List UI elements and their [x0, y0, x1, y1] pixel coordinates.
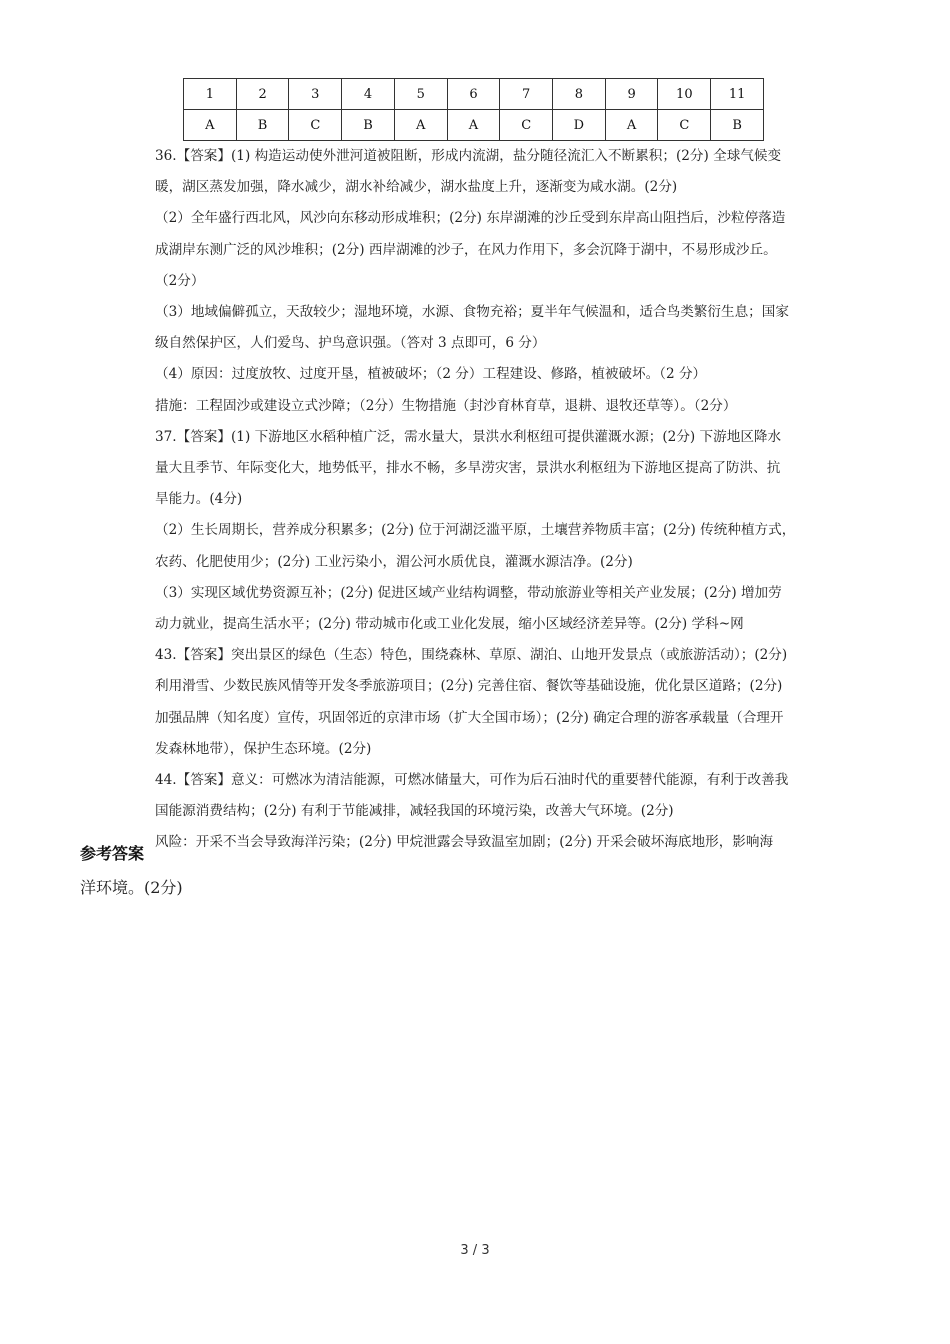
table-cell-number: 7	[500, 79, 553, 110]
table-cell-answer: C	[658, 110, 711, 141]
text-line: 措施：工程固沙或建设立式沙障；（2分）生物措施（封沙育林育草，退耕、退牧还草等）。（2分）	[155, 397, 737, 414]
page-number: 3 / 3	[460, 1243, 490, 1258]
text-line: （3）地域偏僻孤立，天敌较少；湿地环境，水源、食物充裕；夏半年气候温和，适合鸟类繁衍生息；国家	[155, 304, 789, 321]
text-line: 量大且季节、年际变化大，地势低平，排水不畅，多旱涝灾害，景洪水利枢纽为下游地区提高了防洪、抗	[155, 460, 781, 477]
table-cell-answer: C	[289, 110, 342, 141]
text-line: 国能源消费结构；(2分) 有利于节能减排，减轻我国的环境污染，改善大气环境。(2分)	[155, 803, 674, 820]
text-line: 发森林地带），保护生态环境。(2分)	[155, 740, 372, 757]
table-cell-number: 9	[605, 79, 658, 110]
text-line: 级自然保护区，人们爱鸟、护鸟意识强。（答对 3 点即可，6 分）	[155, 335, 546, 352]
table-cell-number: 10	[658, 79, 711, 110]
table-cell-answer: B	[342, 110, 395, 141]
text-line: 动力就业，提高生活水平；(2分) 带动城市化或工业化发展，缩小区域经济差异等。(2分) 学科~网	[155, 616, 744, 633]
table-cell-answer: B	[236, 110, 289, 141]
table-cell-number: 5	[394, 79, 447, 110]
answer-text-block	[155, 141, 797, 859]
text-line: 43.【答案】突出景区的绿色（生态）特色，围绕森林、草原、湖泊、山地开发景点（或旅游活动）；(2分)	[155, 647, 788, 664]
text-line: 旱能力。(4分)	[155, 491, 243, 508]
text-line: 44.【答案】意义：可燃冰为清洁能源，可燃冰储量大，可作为后石油时代的重要替代能源，有利于改善我	[155, 772, 789, 789]
text-line: 成湖岸东测广泛的风沙堆积；(2分) 西岸湖滩的沙子，在风力作用下，多会沉降于湖中，不易形成沙丘。	[155, 241, 777, 258]
text-line: 风险：开采不当会导致海洋污染；(2分) 甲烷泄露会导致温室加剧；(2分) 开采会破坏海底地形，影响海	[155, 834, 774, 851]
table-cell-answer: B	[711, 110, 764, 141]
text-line: （3）实现区域优势资源互补；(2分) 促进区域产业结构调整，带动旅游业等相关产业发展；(2分) 增加劳	[155, 584, 782, 601]
table-cell-answer: C	[500, 110, 553, 141]
text-line-final: 洋环境。(2分)	[80, 878, 183, 897]
table-cell-number: 4	[342, 79, 395, 110]
table-cell-answer: A	[605, 110, 658, 141]
table-cell-number: 1	[184, 79, 237, 110]
table-cell-answer: A	[394, 110, 447, 141]
text-line: （2）生长周期长，营养成分积累多；(2分) 位于河湖泛滥平原，土壤营养物质丰富；(2分) 传统种植方式，	[155, 522, 796, 539]
text-line: （2分）	[155, 272, 205, 289]
section-label: 参考答案	[80, 844, 145, 863]
text-line: 暖，湖区蒸发加强，降水减少，湖水补给减少，湖水盐度上升，逐渐变为咸水湖。(2分)	[155, 179, 678, 196]
table-cell-number: 3	[289, 79, 342, 110]
table-cell-answer: D	[553, 110, 606, 141]
table-cell-number: 8	[553, 79, 606, 110]
text-line: 农药、化肥使用少；(2分) 工业污染小，湄公河水质优良，灌溉水源洁净。(2分)	[155, 553, 633, 570]
text-line: 36.【答案】(1) 构造运动使外泄河道被阻断，形成内流湖，盐分随径流汇入不断累积；(2分) 全球气候变	[155, 148, 782, 164]
table-cell-number: 6	[447, 79, 500, 110]
text-line: 利用滑雪、少数民族风情等开发冬季旅游项目；(2分) 完善住宿、餐饮等基础设施，优化景区道路；(2分)	[155, 678, 783, 695]
table-cell-answer: A	[447, 110, 500, 141]
text-line: （4）原因：过度放牧、过度开垦，植被破坏；（2 分）工程建设、修路，植被破坏。（2 分）	[155, 366, 707, 383]
text-line: （2）全年盛行西北风，风沙向东移动形成堆积；(2分) 东岸湖滩的沙丘受到东岸高山阻挡后，沙粒停落造	[155, 210, 786, 227]
answer-table	[183, 78, 764, 141]
text-line: 加强品牌（知名度）宣传，巩固邻近的京津市场（扩大全国市场）；(2分) 确定合理的游客承载量（合理开	[155, 709, 784, 726]
table-cell-number: 2	[236, 79, 289, 110]
text-line: 37.【答案】(1) 下游地区水稻种植广泛，需水量大，景洪水利枢纽可提供灌溉水源；(2分) 下游地区降水	[155, 428, 782, 445]
table-cell-answer: A	[184, 110, 237, 141]
answer-table-answer-row	[184, 110, 764, 141]
table-cell-number: 11	[711, 79, 764, 110]
answer-table-number-row	[184, 79, 764, 110]
